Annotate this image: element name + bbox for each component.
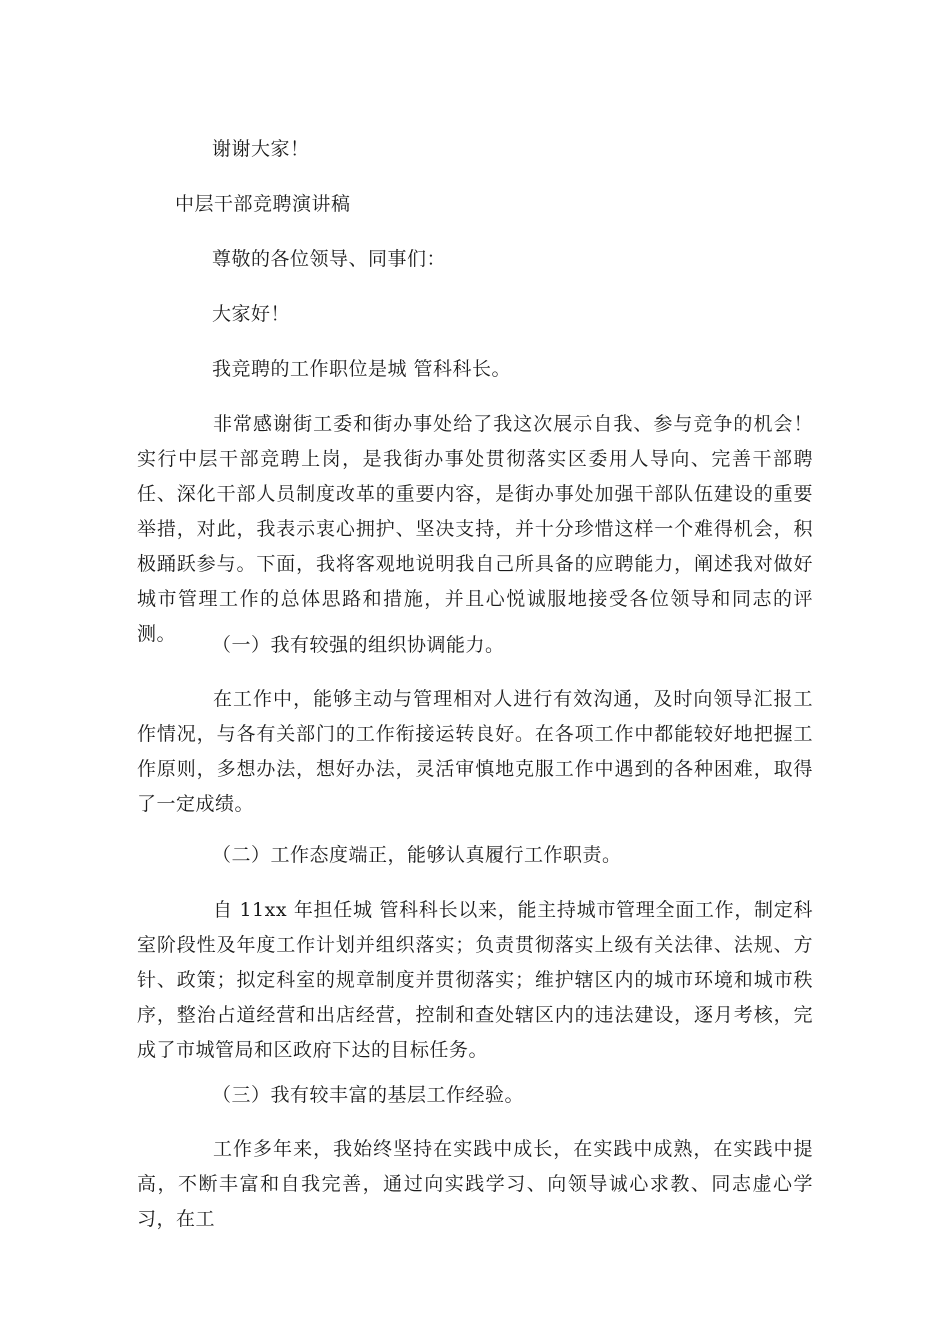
section2-body: 自 11xx 年担任城 管科科长以来，能主持城市管理全面工作，制定科室阶段性及年度工作计划并组织落实；负责贯彻落实上级有关法律、法规、方针、政策；拟定科室的规章制度并贯彻落实；维护辖区内的城市环境和城市秩序，整治占道经营和出店经营，控制和查处辖区内的违法建设，逐月考核，完成了市城管局和区政府下达的目标任务。 <box>137 899 813 1061</box>
salutation: 尊敬的各位领导、同事们： <box>212 248 447 270</box>
greeting: 大家好！ <box>212 303 291 325</box>
section1-heading: （一）我有较强的组织协调能力。 <box>212 634 505 656</box>
section2-heading: （二）工作态度端正，能够认真履行工作职责。 <box>212 844 622 866</box>
position-statement: 我竞聘的工作职位是城 管科科长。 <box>212 358 512 380</box>
section1-body: 在工作中，能够主动与管理相对人进行有效沟通，及时向领导汇报工作情况，与各有关部门的工作衔接运转良好。在各项工作中都能较好地把握工作原则，多想办法，想好办法，灵活审慎地克服工作中遇到的各种困难，取得了一定成绩。 <box>137 688 813 815</box>
closing-line: 谢谢大家！ <box>212 138 310 160</box>
document-title: 中层干部竞聘演讲稿 <box>175 193 351 215</box>
section3-heading: （三）我有较丰富的基层工作经验。 <box>212 1084 525 1106</box>
section3-body: 工作多年来，我始终坚持在实践中成长，在实践中成熟，在实践中提高，不断丰富和自我完善，通过向实践学习、向领导诚心求教、同志虚心学习，在工 <box>137 1138 813 1230</box>
intro-paragraph: 非常感谢街工委和街办事处给了我这次展示自我、参与竞争的机会！实行中层干部竞聘上岗，是我街办事处贯彻落实区委用人导向、完善干部聘任、深化干部人员制度改革的重要内容，是街办事处加强干部队伍建设的重要举措，对此，我表示衷心拥护、坚决支持，并十分珍惜这样一个难得机会，积极踊跃参与。下面，我将客观地说明我自己所具备的应聘能力，阐述我对做好城市管理工作的总体思路和措施，并且心悦诚服地接受各位领导和同志的评测。 <box>137 413 813 645</box>
